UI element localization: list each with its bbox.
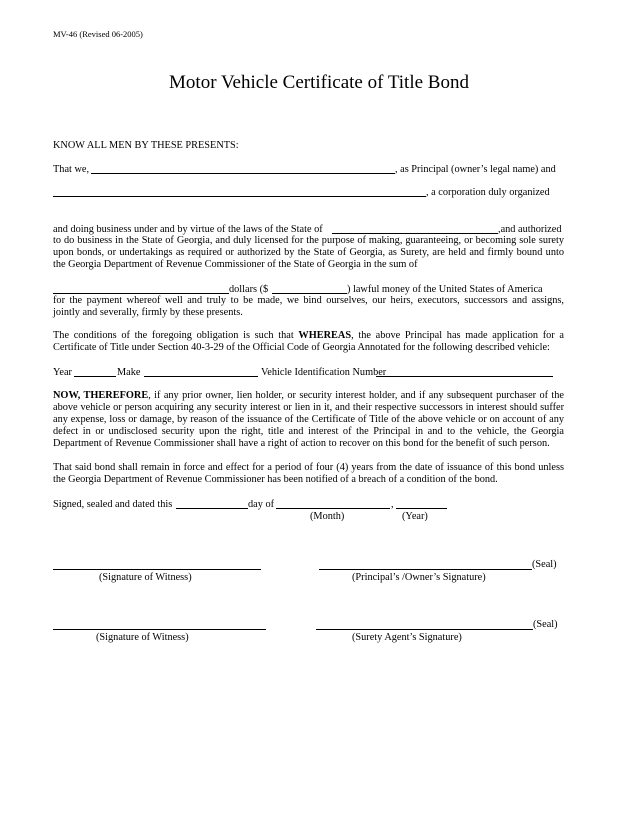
- witness-signature-line-1[interactable]: [53, 569, 261, 570]
- state-line-post: ,and authorized: [498, 224, 562, 235]
- state-field[interactable]: [332, 233, 498, 234]
- principal-signature-caption: (Principal’s /Owner’s Signature): [352, 572, 486, 583]
- state-line-3: upon bonds, or undertakings as required or authorized by the State of Georgia, as Surety, are held and firmly bound unto: [53, 247, 564, 258]
- conditions-post: , the above Principal has made application for a Certificate of Title under Section 40-3-29 of the Official Code of Georgia Annotated for the following described vehicle:: [53, 330, 564, 353]
- conditions-pre: The conditions of the foregoing obligation is such that: [53, 330, 299, 341]
- sum-amount-field[interactable]: [272, 293, 347, 294]
- sum-words-field[interactable]: [53, 293, 229, 294]
- whereas-label: WHEREAS: [298, 330, 352, 341]
- lawful-money-label: ) lawful money of the United States of America: [347, 284, 543, 295]
- witness-signature-line-2[interactable]: [53, 629, 266, 630]
- surety-signature-caption: (Surety Agent’s Signature): [352, 632, 462, 643]
- now-therefore-paragraph: [53, 390, 564, 450]
- vin-label: Vehicle Identification Number: [261, 367, 387, 378]
- know-all-men-heading: KNOW ALL MEN BY THESE PRESENTS:: [53, 140, 239, 151]
- day-field[interactable]: [176, 508, 248, 509]
- month-caption: (Month): [310, 511, 345, 522]
- year-signed-field[interactable]: [396, 508, 447, 509]
- surety-signature-line[interactable]: [316, 629, 533, 630]
- state-paragraph: [53, 235, 564, 271]
- witness-caption-2: (Signature of Witness): [96, 632, 189, 643]
- make-label: Make: [117, 367, 141, 378]
- year-field[interactable]: [74, 376, 116, 377]
- seal-label-1: (Seal): [532, 559, 557, 570]
- document-title: Motor Vehicle Certificate of Title Bond: [169, 72, 469, 93]
- date-comma: ,: [391, 499, 394, 510]
- sum-paragraph: [53, 295, 564, 319]
- force-text: That said bond shall remain in force and effect for a period of four (4) years from the date of issuance of this bond unless the Georgia Department of Revenue Commissioner has been notified of a breach of a condition of the bond.: [53, 462, 564, 485]
- make-field[interactable]: [144, 376, 258, 377]
- day-of-label: day of: [248, 499, 275, 510]
- principal-signature-line[interactable]: [319, 569, 532, 570]
- state-line-4: the Georgia Department of Revenue Commissioner of the State of Georgia in the sum of: [53, 259, 418, 270]
- vin-field[interactable]: [376, 376, 553, 377]
- that-we-label: That we,: [53, 164, 90, 175]
- principal-label: , as Principal (owner’s legal name) and: [395, 164, 556, 175]
- now-therefore-label: NOW, THEREFORE: [53, 390, 149, 401]
- conditions-paragraph: [53, 330, 564, 354]
- now-therefore-text: , if any prior owner, lien holder, or security interest holder, and if any subsequent purchaser of the above vehicle or person acquiring any security interest or lien in it, and their respective successors in interest should suffer any expense, loss or damage, by reason of the issuance of the Certificate of Title of the above vehicle or on account of any defect in or undisclosed security upon the right, title and interest of the Principal in and to the vehicle, the Georgia Department of Revenue Commissioner shall have a right of action to recover on this bond for the benefit of such person.: [53, 390, 564, 449]
- seal-label-2: (Seal): [533, 619, 558, 630]
- sum-line-2: for the payment whereof well and truly to be made, we bind ourselves, our heirs, executors, successors and assigns,: [53, 295, 564, 306]
- year-label: Year: [53, 367, 72, 378]
- sum-line-3: jointly and severally, firmly by these presents.: [53, 307, 243, 318]
- force-paragraph: [53, 462, 564, 486]
- year-caption: (Year): [402, 511, 428, 522]
- corporation-label: , a corporation duly organized: [426, 187, 550, 198]
- surety-corporation-field[interactable]: [53, 196, 426, 197]
- principal-name-field[interactable]: [91, 173, 395, 174]
- form-number: MV-46 (Revised 06-2005): [53, 29, 143, 39]
- state-line-2: to do business in the State of Georgia, and duly licensed for the purpose of making, guaranteeing, or becoming sole surety: [53, 235, 564, 246]
- dollars-label: dollars ($: [229, 284, 269, 295]
- witness-caption-1: (Signature of Witness): [99, 572, 192, 583]
- signed-label: Signed, sealed and dated this: [53, 499, 173, 510]
- state-line-pre: and doing business under and by virtue of the laws of the State of: [53, 224, 323, 235]
- month-field[interactable]: [276, 508, 390, 509]
